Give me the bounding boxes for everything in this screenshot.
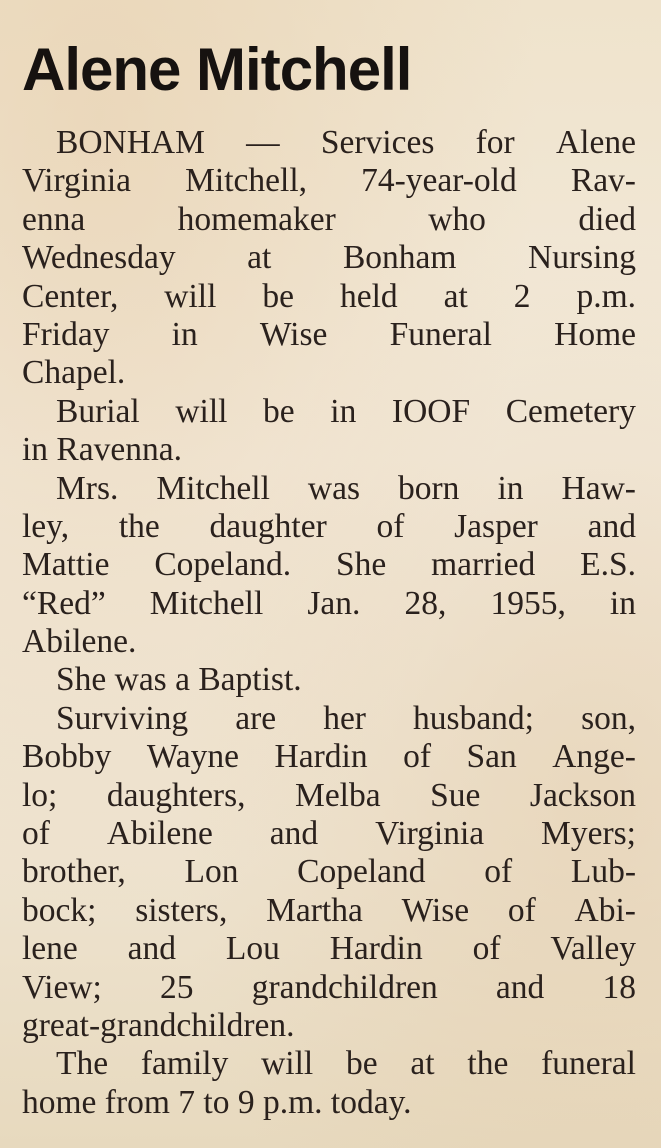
text-line: of Abilene and Virginia Myers; [22, 815, 636, 853]
text-line: She was a Baptist. [56, 661, 302, 699]
obituary-paragraph [22, 393, 636, 470]
text-line: Center, will be held at 2 p.m. [22, 277, 636, 315]
text-line: great-grandchildren. [22, 1006, 295, 1044]
text-line: lo; daughters, Melba Sue Jackson [22, 776, 636, 814]
text-line: ley, the daughter of Jasper and [22, 507, 636, 545]
text-line: Mattie Copeland. She married E.S. [22, 546, 636, 584]
obituary-body [22, 124, 636, 1122]
text-line: “Red” Mitchell Jan. 28, 1955, in [22, 584, 636, 622]
text-line: Virginia Mitchell, 74-year-old Rav- [22, 162, 636, 200]
text-line: Bobby Wayne Hardin of San Ange- [22, 738, 636, 776]
text-line: in Ravenna. [22, 431, 183, 469]
text-line: Friday in Wise Funeral Home [22, 315, 636, 353]
text-line: lene and Lou Hardin of Valley [22, 930, 636, 968]
text-line: Abilene. [22, 623, 137, 661]
text-line: Chapel. [22, 354, 126, 392]
obituary-paragraph [22, 661, 636, 699]
obituary-headline: Alene Mitchell [22, 36, 412, 103]
text-line: home from 7 to 9 p.m. today. [22, 1083, 412, 1121]
text-line: brother, Lon Copeland of Lub- [22, 853, 636, 891]
text-line: View; 25 grandchildren and 18 [22, 968, 636, 1006]
text-line: The family will be at the funeral [56, 1045, 636, 1083]
obituary-paragraph [22, 470, 636, 662]
text-line: enna homemaker who died [22, 200, 636, 238]
text-line: Mrs. Mitchell was born in Haw- [56, 469, 636, 507]
obituary-paragraph [22, 700, 636, 1046]
text-line: BONHAM — Services for Alene [56, 124, 636, 161]
obituary-paragraph [22, 1045, 636, 1122]
text-line: Surviving are her husband; son, [56, 699, 636, 737]
text-line: Burial will be in IOOF Cemetery [56, 392, 636, 430]
text-line: Wednesday at Bonham Nursing [22, 239, 636, 277]
text-line: bock; sisters, Martha Wise of Abi- [22, 891, 636, 929]
obituary-paragraph [22, 124, 636, 393]
